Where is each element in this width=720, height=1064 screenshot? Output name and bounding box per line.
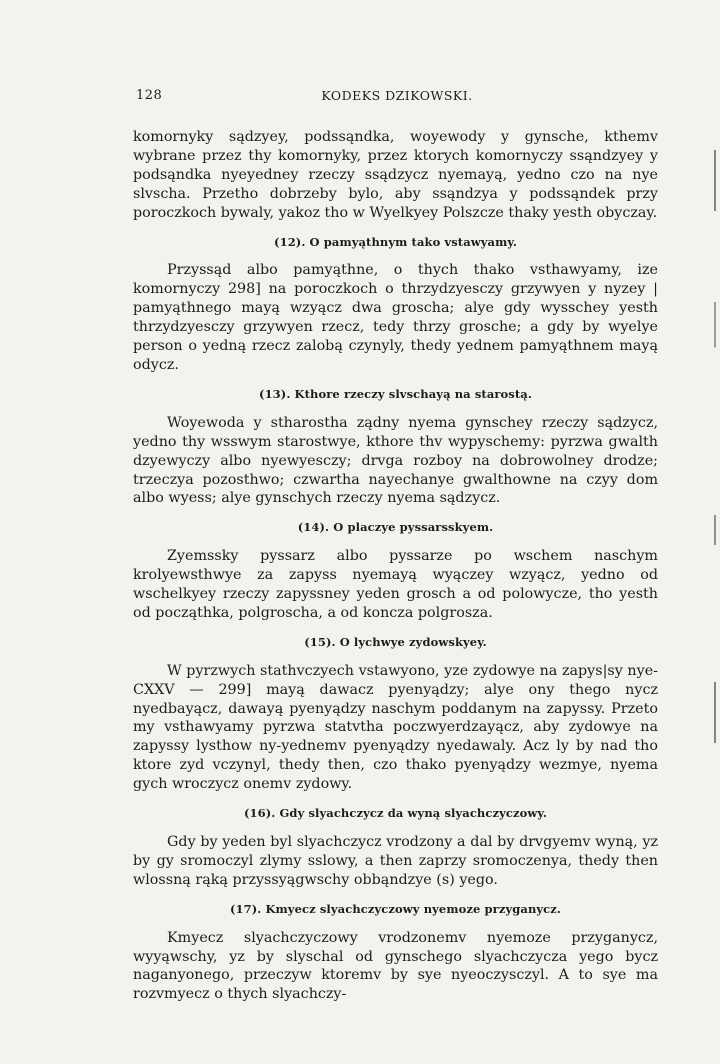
section-heading-17: (17). Kmyecz slyachczyczowy nyemoze przyganycz.: [229, 901, 562, 916]
paragraph-14: Zyemssky pyssarz albo pyssarze po wschem naschym krolyewsthwye za zapyss nyemayą wyączey wzyącz, yedno od wschelkyey rzeczy zapyssney yeden grosch a od polowycze, tho yesth od począthka, polgroscha, a od koncza polgrosza.: [133, 548, 658, 621]
section-heading-12: (12). O pamyąthnym tako vstawyamy.: [274, 234, 517, 249]
paragraph-15: W pyrzwych stathvczyech vstawyono, yze zydowye na zapys|sy nye-CXXV — 299] mayą dawacz pyenyądzy; alye ony thego nycz nyedbayącz, dawayą pyenyądzy naschym poddanym na zapyssy. Przeto my vsthawyamy pyrzwa statvtha poczwyerdzayącz, aby zydowye na zapyssy lysthow ny-yednemv pyenyądzy nyedawaly. Acz ly by nad tho ktore zyd vczynyl, thedy then, czo thako pyenyądzy wezmye, nyema gych wroczycz onemv zydowy.: [133, 662, 658, 793]
paragraph-continuation: komornyky sądzyey, podssąndka, woyewody y gynsche, kthemv wybrane przez thy komornyky, przez ktorych komornyczy ssąndzyey y podsąndka nyeyedney rzeczy ssądzycz nyemayą, yedno czo na nye slvscha. Przetho dobrzeby bylo, aby ssąndzya y podssąndek przy poroczkoch bywaly, yakoz tho w Wyelkyey Polszcze thaky yesth obyczay.: [133, 129, 658, 221]
paragraph-16: Gdy by yeden byl slyachczycz vrodzony a dal by drvgyemv wyną, yz by gy sromoczyl zlymy sslowy, a then zaprzy sromoczenya, thedy then wlossną rąką przyssyągwschy obbąndzye (s) yego.: [133, 834, 658, 888]
page-header: [136, 88, 658, 108]
section-heading-14: (14). O placzye pyssarsskyem.: [297, 520, 494, 535]
section-heading-15: (15). O lychwye zydowskyey.: [304, 634, 487, 649]
section-heading-16: (16). Gdy slyachczycz da wyną slyachczyczowy.: [244, 806, 547, 821]
page-number: 128: [136, 88, 163, 103]
paragraph-13: Woyewoda y stharostha ządny nyema gynschey rzeczy sądzycz, yedno thy wsswym starostwye, kthore thv wypyschemy: pyrzwa gwalth dzyewyczy albo nyewyesczy; drvga rozboy na dobrowolney drodze; trzeczya pozosthwo; czwartha nayechanye gwalthowne na czyy dom albo wyess; alye gynschych rzeczy nyema sądzycz.: [133, 414, 658, 507]
section-heading-13: (13). Kthore rzeczy slvschayą na starostą.: [259, 386, 532, 401]
paragraph-17: Kmyecz slyachczyczowy vrodzonemv nyemoze przyganycz, wyyąwschy, yz by slyschal od gynschego slyachczycza yego bycz naganyonego, przeczyw ktoremv by sye nyeoczysczyl. A to sye ma rozvmyecz o thych slyachczy-: [133, 929, 658, 1003]
page-edge-shadow: [714, 150, 716, 910]
running-title: KODEKS DZIKOWSKI.: [321, 88, 473, 103]
body-text: [133, 128, 658, 1004]
paragraph-12: Przyssąd albo pamyąthne, o thych thako vsthawyamy, ize komornyczy 298] na poroczkoch o thrzydzyesczy grzywyen y nyzey | pamyąthnego mayą wzyącz dwa groscha; alye gdy wysschey yesth thrzydzyesczy grzywyen rzecz, tedy thrzy grosche; a gdy by wyelye person o yedną rzecz zalobą czynyly, thedy yednem pamyąthnem mayą odycz.: [133, 262, 658, 373]
